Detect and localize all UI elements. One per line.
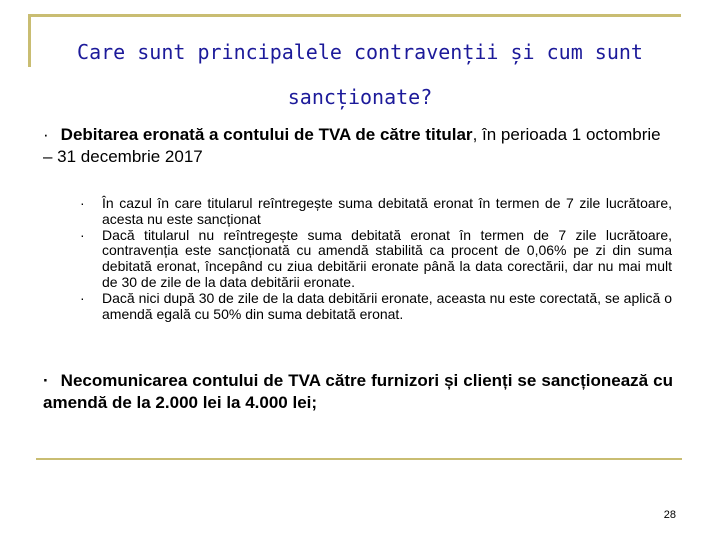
page-number: 28 [663, 509, 676, 521]
sub-item [80, 291, 672, 323]
sub-item-text: Dacă nici după 30 de zile de la data debitării eronate, aceasta nu este corectată, se aplică o amendă egală cu 50% din suma debitată eronat. [102, 289, 672, 322]
sub-item-text: În cazul în care titularul reîntregește suma debitată eronat în termen de 7 zile lucrătoare, acesta nu este sancționat [102, 195, 672, 227]
main-point-2 [43, 370, 673, 414]
bullet-icon: · [80, 226, 85, 243]
point-text: Necomunicarea contului de TVA către furnizori și clienți se sancționează cu amendă de la 2.000 lei la 4.000 lei; [43, 371, 673, 412]
point-lead: Debitarea eronată a contului de TVA de către titular [60, 125, 473, 144]
point-rest: , în perioada 1 octombrie – 31 decembrie 2017 [43, 125, 661, 166]
sub-item [80, 196, 672, 228]
main-list [43, 124, 673, 168]
slide-title: Care sunt principalele contravenții și cum sunt sancționate? [77, 40, 643, 109]
sub-item [80, 228, 672, 291]
bullet-icon: · [43, 125, 49, 144]
sub-list [80, 196, 672, 322]
main-point-1 [43, 124, 673, 168]
sub-item-text: Dacă titularul nu reîntregește suma debitată eronat în termen de 7 zile lucrătoare, contravenția este sancționată cu amendă stabilită ca procent de 0,06% pe zi din suma debitată eronat, începând cu ziua debitării eronate până la data corectării, dar nu mai mult de 30 de zile de la data debitării eronate. [102, 226, 672, 290]
main-point-2-wrap [43, 370, 673, 414]
bullet-icon: · [80, 195, 85, 211]
bullet-icon: · [43, 371, 49, 390]
bullet-icon: · [80, 289, 85, 306]
footer-divider [36, 458, 682, 460]
